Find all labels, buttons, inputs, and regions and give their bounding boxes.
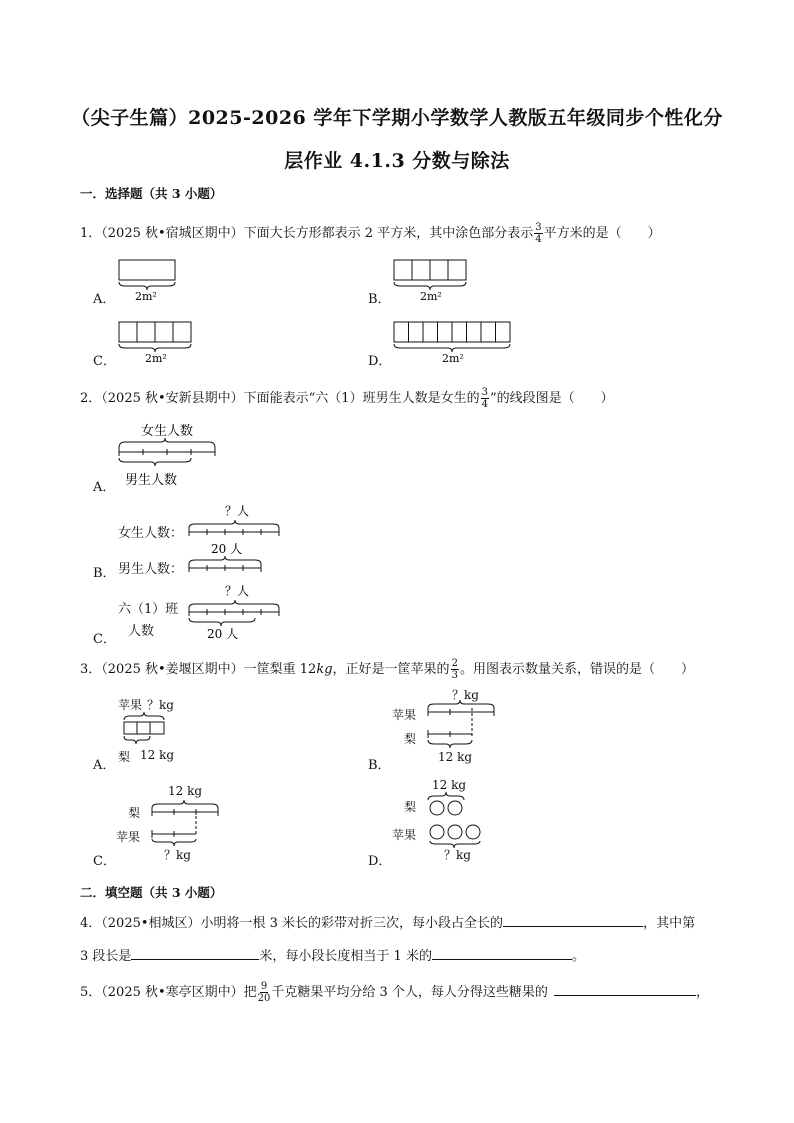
label-q-kg: ？kg bbox=[452, 688, 479, 702]
svg-text:2m²: 2m² bbox=[442, 352, 464, 365]
diagram-1d bbox=[390, 320, 515, 365]
svg-text:2m²: 2m² bbox=[135, 290, 157, 303]
label-class: 六（1）班 bbox=[118, 602, 179, 617]
svg-text:2m²: 2m² bbox=[145, 352, 167, 365]
diagram-3a bbox=[120, 710, 180, 750]
diagram-1a bbox=[115, 258, 185, 303]
svg-text:20 人: 20 人 bbox=[211, 542, 243, 556]
svg-text:20 人: 20 人 bbox=[207, 627, 239, 641]
label-12kg: 12 kg bbox=[140, 748, 175, 762]
answer-blank[interactable] bbox=[554, 981, 696, 996]
option-b[interactable]: B． bbox=[368, 758, 391, 773]
option-a[interactable]: A． bbox=[93, 480, 116, 495]
label-people: 人数 bbox=[128, 624, 155, 639]
diagram-3b bbox=[424, 698, 504, 750]
option-b[interactable]: B． bbox=[368, 292, 391, 307]
answer-blank[interactable] bbox=[131, 945, 259, 960]
label-boys: 男生人数： bbox=[118, 562, 184, 577]
fraction: $\frac{3}{4}$ bbox=[535, 222, 542, 245]
diagram-2c bbox=[185, 580, 295, 645]
document-title-line2: 层作业 4.1.3 分数与除法 bbox=[284, 150, 510, 172]
label-12kg: 12 kg bbox=[168, 784, 203, 798]
option-c[interactable]: C． bbox=[93, 854, 116, 869]
svg-text:？人: ？人 bbox=[225, 584, 250, 598]
diagram-1c bbox=[115, 320, 195, 365]
fraction: $\frac{3}{4}$ bbox=[481, 387, 488, 410]
label-12kg: 12 kg bbox=[438, 750, 473, 764]
diagram-1b bbox=[390, 258, 470, 303]
question-4-line2: 3 段长是 米，每小段长度相当于 1 米的 。 bbox=[80, 945, 585, 964]
document-title-line1: （尖子生篇）2025-2026 学年下学期小学数学人教版五年级同步个性化分 bbox=[71, 107, 723, 129]
option-d[interactable]: D． bbox=[368, 354, 392, 369]
option-b[interactable]: B． bbox=[93, 566, 116, 581]
answer-blank[interactable] bbox=[432, 945, 572, 960]
diagram-2a bbox=[115, 420, 225, 495]
label-pear: 梨 bbox=[404, 732, 417, 746]
label-girls: 女生人数： bbox=[118, 526, 184, 541]
question-4-line1: 4．（2025•相城区）小明将一根 3 米长的彩带对折三次，每小段占全长的 ，其中第 bbox=[80, 912, 695, 931]
label-apple: 苹果 bbox=[392, 708, 417, 722]
label-apple: 苹果 bbox=[392, 828, 417, 842]
option-c[interactable]: C． bbox=[93, 632, 116, 647]
label-pear: 梨 bbox=[118, 750, 131, 764]
diagram-2b bbox=[185, 500, 295, 575]
label-q-kg: ？kg bbox=[444, 848, 471, 862]
option-c[interactable]: C． bbox=[93, 354, 116, 369]
fraction: $\frac{2}{3}$ bbox=[451, 658, 458, 681]
section-fill-heading: 二．填空题（共 3 小题） bbox=[80, 885, 223, 900]
label-apple: 苹果 bbox=[116, 830, 141, 844]
svg-text:女生人数: 女生人数 bbox=[141, 424, 194, 439]
label-12kg: 12 kg bbox=[432, 778, 467, 792]
svg-text:男生人数: 男生人数 bbox=[125, 473, 178, 488]
option-d[interactable]: D． bbox=[368, 854, 392, 869]
label-q-kg: ？kg bbox=[147, 698, 174, 712]
answer-blank[interactable] bbox=[503, 912, 643, 927]
section-choice-heading: 一．选择题（共 3 小题） bbox=[80, 186, 223, 201]
fraction: $\frac{9}{20}$ bbox=[257, 981, 271, 1004]
label-apple: 苹果 bbox=[118, 698, 143, 712]
question-3-stem: 3．（2025 秋•姜堰区期中）一筐梨重 12kg，正好是一筐苹果的 $\frac{2}{3}$ 。用图表示数量关系，错误的是（ ） bbox=[80, 658, 694, 681]
question-1-stem: 1．（2025 秋•宿城区期中）下面大长方形都表示 2 平方米，其中涂色部分表示 $\frac{3}{4}$ 平方米的是（ ） bbox=[80, 222, 661, 245]
question-5-stem: 5．（2025 秋•寒亭区期中）把 $\frac{9}{20}$ 千克糖果平均分给 3 个人，每人分得这些糖果的 ， bbox=[80, 981, 709, 1004]
label-q-kg: ？kg bbox=[164, 848, 191, 862]
diagram-3d bbox=[424, 790, 494, 850]
diagram-3c bbox=[148, 796, 228, 848]
label-pear: 梨 bbox=[128, 806, 141, 820]
question-2-stem: 2．（2025 秋•安新县期中）下面能表示“六（1）班男生人数是女生的 $\frac{3}{4}$ ”的线段图是（ ） bbox=[80, 387, 614, 410]
option-a[interactable]: A． bbox=[93, 758, 116, 773]
svg-text:2m²: 2m² bbox=[420, 290, 442, 303]
svg-text:？人: ？人 bbox=[225, 504, 250, 518]
option-a[interactable]: A． bbox=[93, 292, 116, 307]
label-pear: 梨 bbox=[404, 800, 417, 814]
